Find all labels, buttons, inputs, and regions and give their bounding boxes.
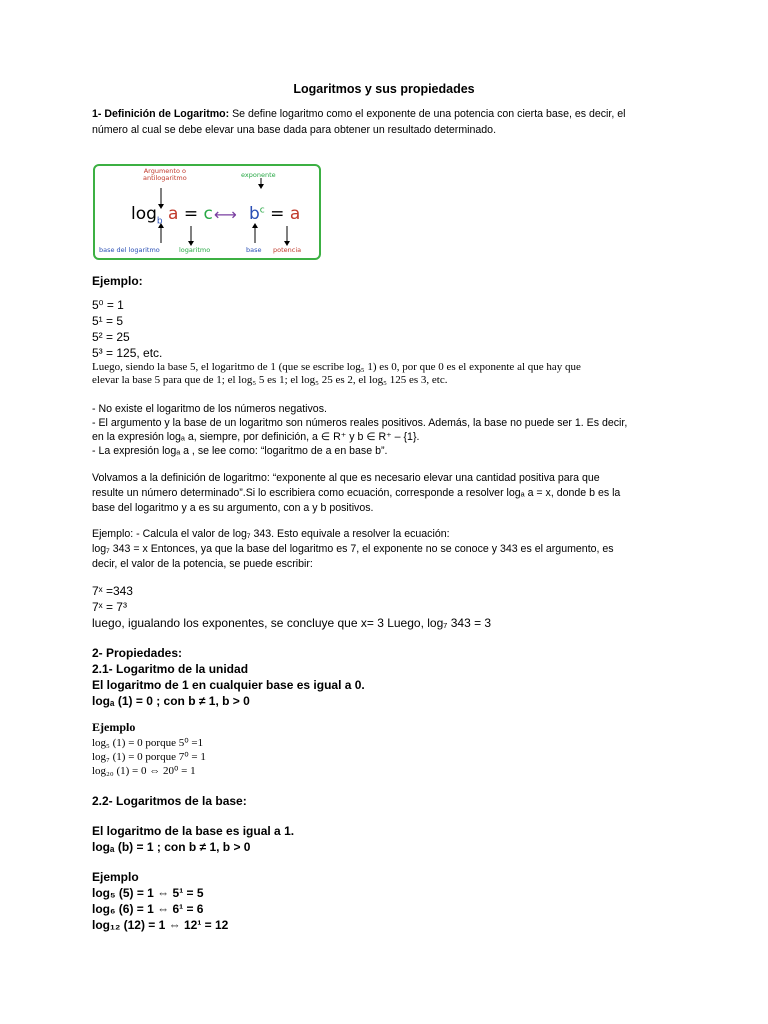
definition-heading: 1- Definición de Logaritmo:	[92, 108, 230, 120]
note-3: en la expresión logₐ a, siempre, por definición, a ∈ R⁺ y b ∈ R⁺ – {1}.	[92, 431, 420, 443]
property-2-2-example-3: log₁₂ (12) = 1 ⇔ 12¹ = 12	[92, 918, 229, 932]
definition-line-1	[92, 108, 626, 120]
property-2-1-text: El logaritmo de 1 en cualquier base es igual a 0.	[92, 678, 365, 692]
logarithm-diagram	[93, 164, 321, 260]
property-2-1-example-3: log₂₀ (1) = 0 ⇔ 20⁰ = 1	[92, 765, 196, 777]
example2-line-3: decir, el valor de la potencia, se puede escribir:	[92, 558, 313, 570]
base-label: base	[246, 246, 262, 254]
property-2-2-formula: logₐ (b) = 1 ; con b ≠ 1, b > 0	[92, 840, 251, 854]
log-result-c: c	[203, 204, 213, 224]
power-expression	[249, 204, 300, 224]
base-of-log-label: base del logaritmo	[99, 246, 160, 254]
exponent-label: exponente	[241, 171, 276, 179]
properties-heading: 2- Propiedades:	[92, 646, 183, 660]
example2-equation-2: 7ˣ = 7³	[92, 600, 127, 614]
definition-revisit-2: resulte un número determinado”.Si lo escribiera como ecuación, corresponde a resolver logₐ a = x, donde b es la	[92, 487, 621, 499]
example-heading: Ejemplo:	[92, 274, 143, 288]
power-base-b: b	[249, 204, 260, 224]
property-2-1-heading: 2.1- Logaritmo de la unidad	[92, 662, 249, 676]
definition-line-2: número al cual se debe elevar una base dada para obtener un resultado determinado.	[92, 124, 497, 136]
log-expression	[131, 204, 213, 226]
argument-label-line-2: antilogaritmo	[143, 174, 187, 182]
property-2-1-example-heading: Ejemplo	[92, 720, 136, 734]
definition-revisit-3: base del logaritmo y a es su argumento, con a y b positivos.	[92, 502, 374, 514]
note-1: - No existe el logaritmo de los números negativos.	[92, 403, 327, 415]
example2-line-1: Ejemplo: - Calcula el valor de log₇ 343. Esto equivale a resolver la ecuación:	[92, 528, 450, 540]
property-2-1-example-2: log₇ (1) = 0 porque 7⁰ = 1	[92, 751, 206, 763]
property-2-2-example-2: log₆ (6) = 1 ⇔ 6¹ = 6	[92, 902, 204, 916]
property-2-1-example-1: log₅ (1) = 0 porque 5⁰ =1	[92, 737, 204, 749]
argument-label	[143, 168, 187, 182]
power-result-a: a	[289, 204, 301, 224]
example2-conclusion: luego, igualando los exponentes, se concluye que x= 3 Luego, log₇ 343 = 3	[92, 616, 492, 630]
equivalence-arrow-icon: ⟷	[214, 205, 237, 224]
power-exponent-c: c	[259, 205, 265, 216]
log-argument-a: a	[168, 204, 179, 224]
example2-equation-1: 7ˣ =343	[92, 584, 133, 598]
log-text: log	[131, 204, 157, 224]
property-2-2-example-heading: Ejemplo	[92, 870, 139, 884]
property-2-1-formula: logₐ (1) = 0 ; con b ≠ 1, b > 0	[92, 694, 250, 708]
example2-line-2: log₇ 343 = x Entonces, ya que la base del logaritmo es 7, el exponente no se conoce y 343 es el argumento, es	[92, 543, 614, 555]
equals-2: =	[270, 204, 285, 224]
log-base-b: b	[156, 216, 163, 227]
note-2: - El argumento y la base de un logaritmo son números reales positivos. Además, la base no puede ser 1. Es decir,	[92, 417, 628, 429]
equals-1: =	[183, 204, 199, 224]
example-power-2: 5¹ = 5	[92, 314, 124, 328]
note-4: - La expresión logₐ a , se lee como: “logaritmo de a en base b”.	[92, 445, 388, 457]
example-paragraph-2: elevar la base 5 para que de 1; el log₅ 5 es 1; el log₅ 25 es 2, el log₅ 125 es 3, etc.	[92, 374, 448, 386]
property-2-2-example-1: log₅ (5) = 1 ⇔ 5¹ = 5	[92, 886, 204, 900]
definition-text-1: Se define logaritmo como el exponente de una potencia con cierta base, es decir, el	[232, 108, 626, 120]
definition-revisit-1: Volvamos a la definición de logaritmo: “exponente al que es necesario elevar una cantidad positiva para que	[92, 472, 600, 484]
page-title: Logaritmos y sus propiedades	[293, 82, 475, 96]
argument-label-line-1: Argumento o	[143, 167, 186, 175]
example-power-1: 5⁰ = 1	[92, 298, 124, 312]
logarithm-label: logaritmo	[179, 246, 211, 254]
example-power-3: 5² = 25	[92, 330, 130, 344]
example-paragraph-1: Luego, siendo la base 5, el logaritmo de 1 (que se escribe log₅ 1) es 0, por que 0 es el exponente al que hay que	[92, 361, 581, 373]
example-power-4: 5³ = 125, etc.	[92, 346, 163, 360]
property-2-2-text: El logaritmo de la base es igual a 1.	[92, 824, 295, 838]
property-2-2-heading: 2.2- Logaritmos de la base:	[92, 794, 247, 808]
potencia-label: potencia	[273, 246, 302, 254]
